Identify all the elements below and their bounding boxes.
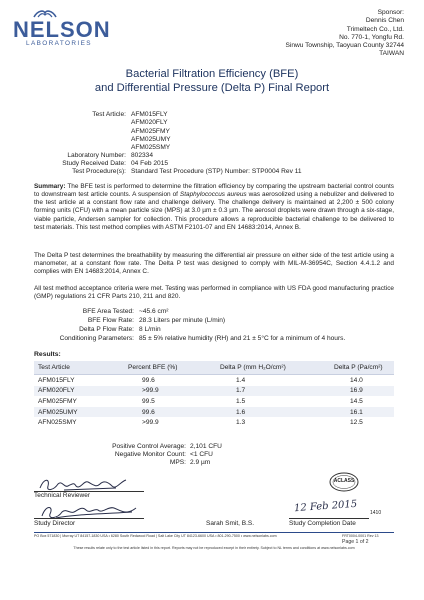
procedure-value: Standard Test Procedure (STP) Number: STP0004 Rev 11 bbox=[131, 168, 302, 175]
col-header-article: Test Article bbox=[34, 361, 124, 375]
col-header-bfe: Percent BFE (%) bbox=[124, 361, 216, 375]
sponsor-label: Sponsor: bbox=[377, 9, 404, 16]
test-article-item: AFM025SMY bbox=[131, 144, 171, 152]
received-date-label: Study Received Date: bbox=[62, 160, 126, 167]
cell-bfe: >99.9 bbox=[124, 386, 216, 397]
test-parameters bbox=[0, 308, 424, 348]
cell-dp-pa: 14.5 bbox=[350, 397, 363, 405]
table-row bbox=[34, 407, 394, 418]
sponsor-line: No. 770-1, Yongfu Rd. bbox=[339, 33, 404, 41]
aclass-badge-text: ACLASS bbox=[333, 478, 355, 484]
sponsor-block bbox=[184, 9, 404, 59]
footer-address: PO Box 571830 | Murray UT 84157-1830 USA • 6280 South Redwood Road | Salt Lake City UT 84123-6600 USA • 801-290-7500 • www.nelsonlabs.com bbox=[34, 534, 277, 538]
test-article-item: AFM025FMY bbox=[131, 127, 170, 135]
cell-bfe: 99.6 bbox=[142, 376, 155, 384]
completion-time: 1410 bbox=[370, 510, 382, 516]
controls-block bbox=[0, 443, 424, 473]
sponsor-line: Trimeltech Co., Ltd. bbox=[346, 25, 404, 33]
dp-flow-label: Delta P Flow Rate: bbox=[79, 326, 134, 333]
cell-dp-pa: 16.9 bbox=[330, 386, 394, 397]
organism-name: Staphylococcus aureus bbox=[179, 191, 247, 199]
area-value: ~45.6 cm² bbox=[139, 308, 169, 315]
test-article-item: AFM015FLY bbox=[131, 111, 168, 118]
results-table bbox=[34, 361, 394, 428]
delta-p-paragraph: The Delta P test determines the breathability by measuring the differential air pressure on either side of the test article using a manometer, at a constant flow rate. The Delta P test was designed to comply with MIL-M-36954C, Section 4.4.1.2 and complies with EN 14683:2014, Annex C. bbox=[34, 252, 394, 276]
cell-dp-mm: 1.4 bbox=[236, 376, 246, 384]
table-row bbox=[34, 375, 394, 386]
cell-dp-mm: 1.5 bbox=[236, 397, 246, 405]
cell-dp-mm: 1.7 bbox=[216, 386, 330, 397]
results-header-row bbox=[34, 361, 394, 375]
received-date-value: 04 Feb 2015 bbox=[131, 160, 169, 167]
director-label: Study Director bbox=[34, 520, 76, 527]
table-row bbox=[34, 417, 394, 428]
cell-article: AFM025UMY bbox=[34, 407, 124, 418]
cell-dp-pa: 16.1 bbox=[330, 407, 394, 418]
logo-subtitle: LABORATORIES bbox=[26, 40, 92, 47]
criteria-paragraph: All test method acceptance criteria were met. Testing was performed in compliance with US FDA good manufacturing practice (GMP) regulations 21 CFR Parts 210, 211 and 820. bbox=[34, 285, 394, 301]
director-signature-line bbox=[34, 518, 144, 519]
table-row bbox=[34, 386, 394, 397]
negative-monitor-label: Negative Monitor Count: bbox=[114, 451, 186, 458]
sponsor-line: TAIWAN bbox=[379, 50, 404, 58]
cell-dp-mm: 1.6 bbox=[216, 407, 330, 418]
report-title-line1: Bacterial Filtration Efficiency (BFE) bbox=[125, 68, 299, 80]
conditioning-label: Conditioning Parameters: bbox=[59, 335, 134, 342]
cell-article: AFM015FLY bbox=[38, 376, 75, 384]
results-label: Results: bbox=[34, 351, 61, 358]
test-article-item: AFM025UMY bbox=[131, 135, 171, 143]
lab-number-label: Laboratory Number: bbox=[67, 152, 126, 159]
sponsor-line: Sinwu Township, Taoyuan County 32744 bbox=[285, 42, 404, 50]
footer-rule bbox=[34, 532, 394, 533]
area-label: BFE Area Tested: bbox=[82, 308, 134, 315]
footer-page: Page 1 of 2 bbox=[342, 539, 369, 545]
cell-dp-pa: 14.0 bbox=[350, 376, 363, 384]
footer-disclaimer: These results relate only to the test article listed in this report. Reports may not be reproduced except in their entirety. Subject to NL terms and conditions at www.nelsonlabs.com bbox=[73, 546, 355, 550]
test-article-list bbox=[131, 111, 171, 152]
test-article-item: AFM020FLY bbox=[131, 119, 168, 127]
procedure-label: Test Procedure(s): bbox=[72, 168, 126, 175]
table-row bbox=[34, 396, 394, 407]
cell-dp-mm: 1.3 bbox=[236, 419, 246, 427]
date-line bbox=[289, 518, 369, 519]
cell-bfe: 99.6 bbox=[124, 407, 216, 418]
reviewer-label: Technical Reviewer bbox=[34, 492, 90, 499]
footer-form-code: FRT0004-0001 Rev 13 bbox=[342, 534, 379, 538]
summary-text-pre: The BFE test is performed to determine the filtration efficiency by comparing the upstream bacterial control counts to downstream test article counts. A suspension of bbox=[34, 183, 394, 199]
cell-article: AFM025FMY bbox=[38, 397, 77, 405]
mps-value: 2.9 µm bbox=[190, 459, 211, 466]
negative-monitor-value: <1 CFU bbox=[190, 451, 213, 458]
summary-paragraph bbox=[34, 183, 394, 232]
positive-control-label: Positive Control Average: bbox=[112, 443, 186, 450]
cell-bfe: 99.5 bbox=[142, 397, 155, 405]
col-header-dp-pa: Delta P (Pa/cm²) bbox=[330, 361, 394, 375]
lab-number-value: 802334 bbox=[131, 152, 154, 159]
completion-date-label: Study Completion Date bbox=[289, 520, 356, 527]
conditioning-value: 85 ± 5% relative humidity (RH) and 21 ± 5°C for a minimum of 4 hours. bbox=[139, 335, 346, 342]
study-info bbox=[0, 111, 424, 181]
logo-wordmark: NELSON bbox=[13, 17, 111, 42]
accreditation-badge bbox=[329, 472, 359, 492]
positive-control-value: 2,101 CFU bbox=[190, 443, 222, 450]
completion-date-handwritten: 12 Feb 2015 bbox=[293, 498, 358, 515]
bfe-flow-value: 28.3 Liters per minute (L/min) bbox=[139, 317, 226, 324]
col-header-dp-mm: Delta P (mm H₂O/cm²) bbox=[216, 361, 330, 375]
cell-article: AFM020FLY bbox=[34, 386, 124, 397]
sponsor-line: Dennis Chen bbox=[365, 17, 404, 25]
cell-article: AFN025SMY bbox=[38, 419, 77, 427]
report-title-line2: and Differential Pressure (Delta P) Final Report bbox=[94, 82, 330, 94]
director-name: Sarah Smit, B.S. bbox=[206, 520, 255, 527]
test-article-label: Test Article: bbox=[92, 111, 126, 118]
bfe-flow-label: BFE Flow Rate: bbox=[87, 317, 134, 324]
mps-label: MPS: bbox=[169, 459, 186, 466]
summary-label: Summary: bbox=[34, 183, 66, 190]
cell-dp-pa: 12.5 bbox=[350, 419, 363, 427]
dp-flow-value: 8 L/min bbox=[139, 326, 161, 333]
summary-text-post: was aerosolized using a nebulizer and delivered to the test article at a constant flow rate and challenge delivery. The challenge delivery is maintained at 2,200 ± 500 colony forming units (CFU) with a mean particle size (MPS) at 3.0 µm ± 0.3 µm. The aerosol droplets were drawn through a six-stage, viable particle, Andersen sampler for collection. This procedure allows a reproducible bacterial challenge to be delivered to test materials. This test method complies with ASTM F2101-07 and EN 14683:2014, Annex B. bbox=[34, 191, 394, 231]
cell-bfe: >99.9 bbox=[142, 419, 159, 427]
